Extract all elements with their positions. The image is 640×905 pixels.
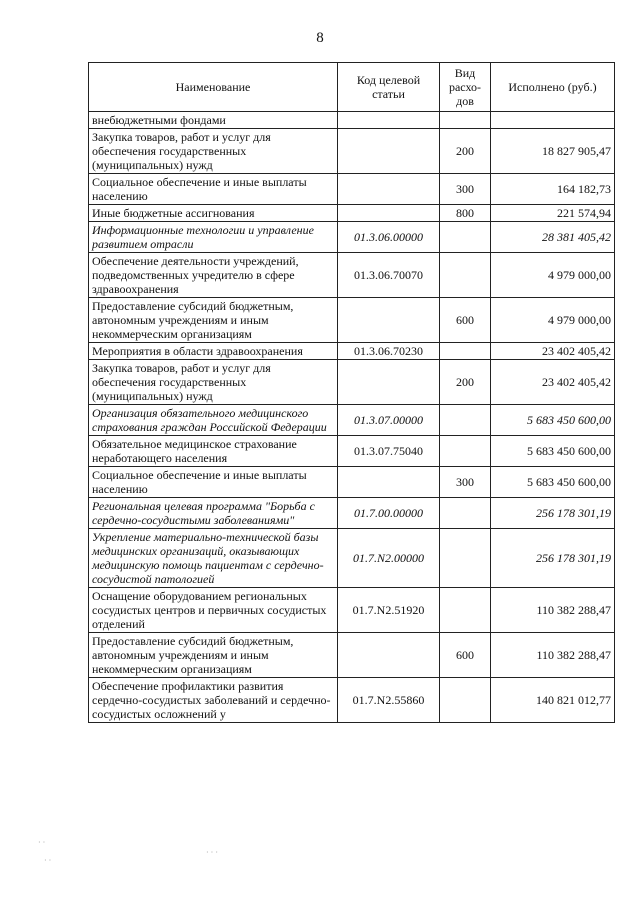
cell-amount: 256 178 301,19 <box>491 529 615 588</box>
cell-amount: 110 382 288,47 <box>491 588 615 633</box>
cell-name: Социальное обеспечение и иные выплаты населению <box>89 467 338 498</box>
table-row <box>89 529 615 588</box>
cell-code <box>338 174 440 205</box>
cell-code: 01.3.06.70070 <box>338 253 440 298</box>
table-row <box>89 360 615 405</box>
budget-execution-table <box>88 62 615 723</box>
table-row <box>89 205 615 222</box>
cell-amount: 256 178 301,19 <box>491 498 615 529</box>
cell-name: Организация обязательного медицинского страхования граждан Российской Федерации <box>89 405 338 436</box>
cell-type: 800 <box>440 205 491 222</box>
cell-name: Иные бюджетные ассигнования <box>89 205 338 222</box>
cell-name: Мероприятия в области здравоохранения <box>89 343 338 360</box>
cell-type: 200 <box>440 360 491 405</box>
table-row <box>89 253 615 298</box>
cell-name: внебюджетными фондами <box>89 112 338 129</box>
cell-name: Закупка товаров, работ и услуг для обеспечения государственных (муниципальных) нужд <box>89 129 338 174</box>
table-body <box>89 112 615 723</box>
cell-type: 300 <box>440 174 491 205</box>
cell-amount: 221 574,94 <box>491 205 615 222</box>
cell-type: 200 <box>440 129 491 174</box>
cell-code <box>338 633 440 678</box>
table-row <box>89 112 615 129</box>
cell-amount: 5 683 450 600,00 <box>491 467 615 498</box>
cell-name: Обязательное медицинское страхование неработающего населения <box>89 436 338 467</box>
cell-name: Социальное обеспечение и иные выплаты населению <box>89 174 338 205</box>
table-row <box>89 343 615 360</box>
cell-name: Региональная целевая программа "Борьба с сердечно-сосудистыми заболеваниями" <box>89 498 338 529</box>
cell-amount <box>491 112 615 129</box>
cell-code: 01.7.N2.00000 <box>338 529 440 588</box>
table-row <box>89 467 615 498</box>
cell-name: Предоставление субсидий бюджетным, автономным учреждениям и иным некоммерческим организациям <box>89 633 338 678</box>
cell-code: 01.3.06.00000 <box>338 222 440 253</box>
cell-amount: 28 381 405,42 <box>491 222 615 253</box>
cell-type <box>440 405 491 436</box>
cell-amount: 23 402 405,42 <box>491 360 615 405</box>
cell-type <box>440 112 491 129</box>
page-number: 8 <box>316 30 324 46</box>
cell-amount: 18 827 905,47 <box>491 129 615 174</box>
cell-name: Обеспечение профилактики развития сердечно-сосудистых заболеваний и сердечно-сосудистых осложнений у <box>89 678 338 723</box>
cell-amount: 4 979 000,00 <box>491 298 615 343</box>
header-amount: Исполнено (руб.) <box>491 63 615 112</box>
cell-code <box>338 129 440 174</box>
cell-name: Укрепление материально-технической базы медицинских организаций, оказывающих медицинскую помощь пациентам с сердечно-сосудистой патологией <box>89 529 338 588</box>
cell-amount: 5 683 450 600,00 <box>491 436 615 467</box>
cell-amount: 4 979 000,00 <box>491 253 615 298</box>
scan-artifact-mark: · · <box>38 838 46 847</box>
table-row <box>89 498 615 529</box>
cell-type <box>440 436 491 467</box>
cell-type <box>440 498 491 529</box>
cell-code: 01.7.00.00000 <box>338 498 440 529</box>
cell-type: 300 <box>440 467 491 498</box>
cell-amount: 164 182,73 <box>491 174 615 205</box>
cell-amount: 110 382 288,47 <box>491 633 615 678</box>
cell-code <box>338 298 440 343</box>
table-row <box>89 588 615 633</box>
table-row <box>89 678 615 723</box>
cell-code: 01.3.07.00000 <box>338 405 440 436</box>
cell-name: Информационные технологии и управление развитием отрасли <box>89 222 338 253</box>
cell-code <box>338 360 440 405</box>
cell-name: Оснащение оборудованием региональных сосудистых центров и первичных сосудистых отделений <box>89 588 338 633</box>
table-row <box>89 174 615 205</box>
table-header-row <box>89 63 615 112</box>
header-code: Код целевой статьи <box>338 63 440 112</box>
cell-type <box>440 529 491 588</box>
table-row <box>89 405 615 436</box>
cell-code: 01.7.N2.55860 <box>338 678 440 723</box>
cell-type: 600 <box>440 298 491 343</box>
cell-amount: 140 821 012,77 <box>491 678 615 723</box>
cell-code <box>338 205 440 222</box>
table-row <box>89 633 615 678</box>
cell-amount: 5 683 450 600,00 <box>491 405 615 436</box>
table-row <box>89 222 615 253</box>
header-type: Вид расхо-дов <box>440 63 491 112</box>
cell-type <box>440 678 491 723</box>
header-name: Наименование <box>89 63 338 112</box>
cell-name: Предоставление субсидий бюджетным, автономным учреждениям и иным некоммерческим организациям <box>89 298 338 343</box>
cell-name: Обеспечение деятельности учреждений, подведомственных учредителю в сфере здравоохранения <box>89 253 338 298</box>
table-row <box>89 298 615 343</box>
cell-type <box>440 343 491 360</box>
cell-type: 600 <box>440 633 491 678</box>
table-row <box>89 129 615 174</box>
cell-code <box>338 467 440 498</box>
cell-code: 01.3.07.75040 <box>338 436 440 467</box>
cell-code: 01.7.N2.51920 <box>338 588 440 633</box>
cell-name: Закупка товаров, работ и услуг для обеспечения государственных (муниципальных) нужд <box>89 360 338 405</box>
cell-type <box>440 253 491 298</box>
cell-amount: 23 402 405,42 <box>491 343 615 360</box>
cell-code: 01.3.06.70230 <box>338 343 440 360</box>
scan-artifact-mark: · · <box>44 856 52 865</box>
cell-type <box>440 222 491 253</box>
cell-code <box>338 112 440 129</box>
table-row <box>89 436 615 467</box>
scan-artifact-mark: · · · <box>206 848 218 857</box>
cell-type <box>440 588 491 633</box>
